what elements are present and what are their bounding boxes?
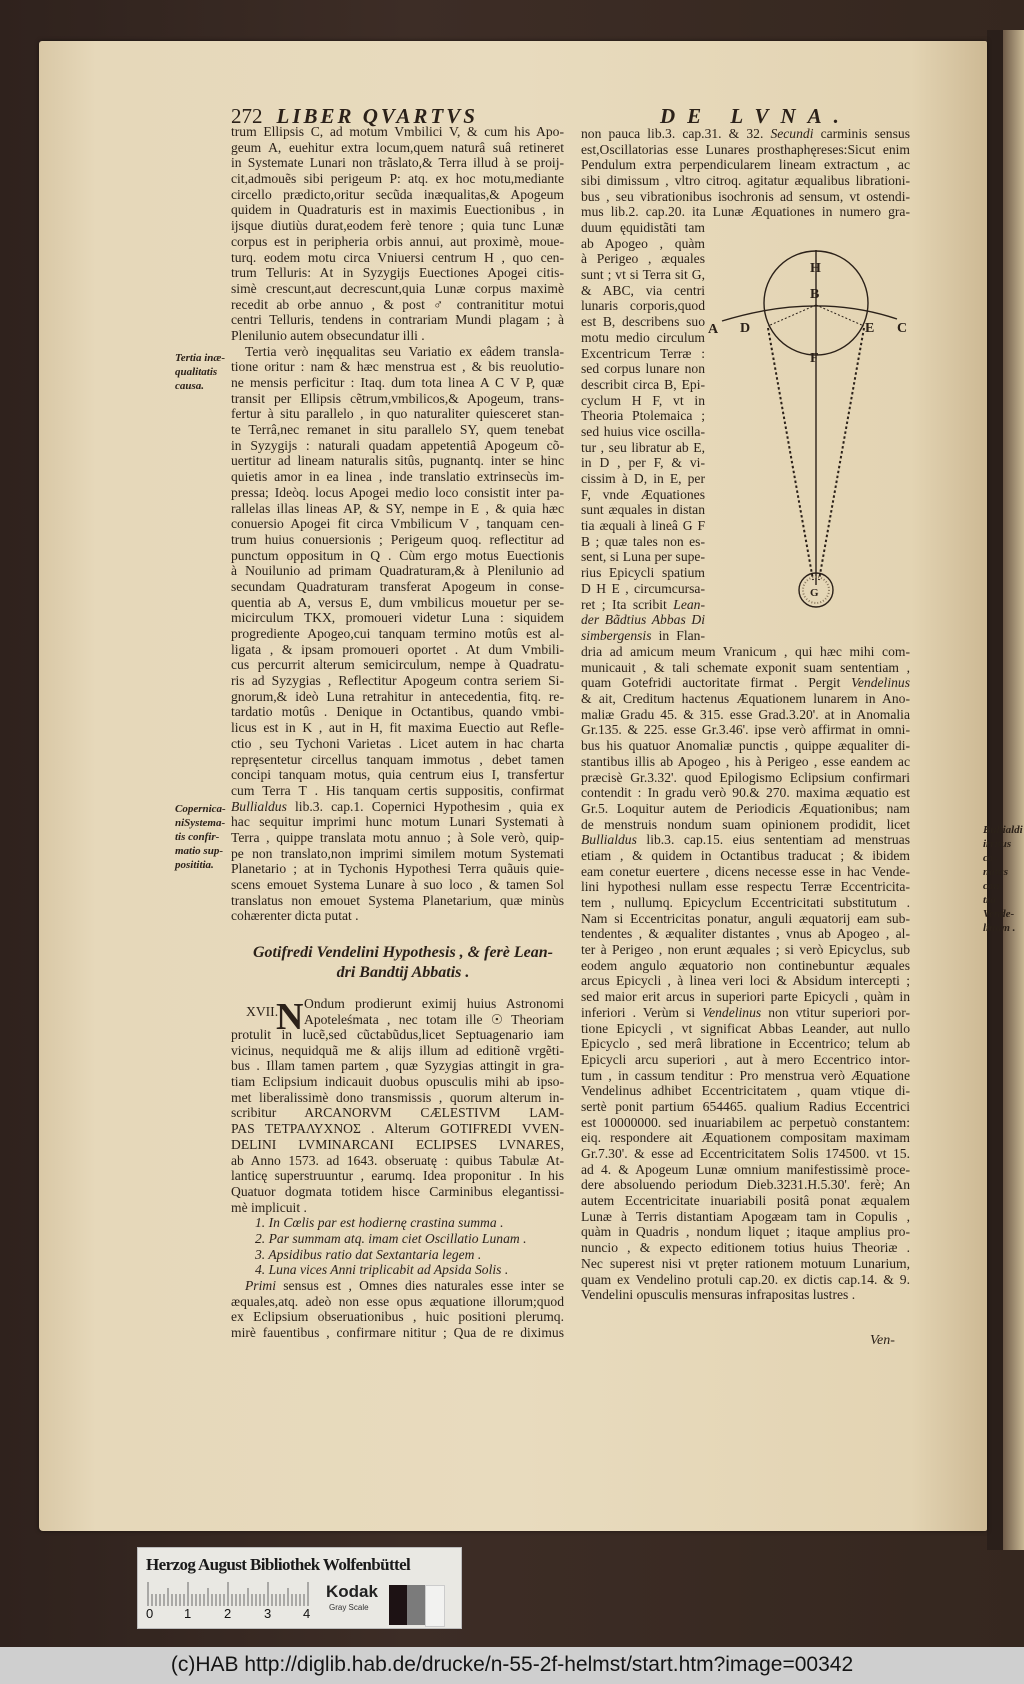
- text-line: punctum oppositum in Q . Cùm ergo motus Euectionis: [231, 547, 564, 563]
- footer-bar: [0, 1647, 1024, 1684]
- gray-patch-mid: [407, 1585, 425, 1625]
- text-line: nuncio , & expecto editionem totius huius Theoriæ .: [581, 1240, 910, 1256]
- text-segment: carminis sensus: [813, 126, 910, 141]
- text-line: Planetario ; at in Tychonis Hypothesi Terra quãuis quie-: [231, 861, 564, 877]
- text-line: arcus Epicycli , à linea veri loci & Absidum intercepti ;: [581, 973, 910, 989]
- text-line: uertitur ad lineam naturalis sitûs, pugnantq. inter se hinc: [231, 453, 564, 469]
- section-opening-lines: [304, 996, 564, 1027]
- text-line: scens emouet Systema Lunare à suo loco , & tamen Sol: [231, 877, 564, 892]
- ruler-number: 4: [303, 1606, 311, 1621]
- text-line: sunt æquales in distan: [581, 502, 705, 518]
- text-line: quàm in Quadris , nondum liquet ; itaque amplius pro-: [581, 1224, 910, 1240]
- text-line: simè crescunt,aut decrescunt,quia Lunæ corpus maximè: [231, 280, 564, 296]
- text-line: dere absoluendo periodum Dieb.3231.H.5.30'. ferè; An: [581, 1177, 910, 1193]
- text-line: de menstruis nondum suam opinionem prodidit, licet: [581, 816, 910, 832]
- text-line: à Nouilunio ad primam Quadraturam,& à Plenilunio ad: [231, 563, 564, 579]
- text-line: Quatuor dogmata totidem hisce Carminibus elegantissi-: [231, 1183, 564, 1199]
- text-line: quidem in Quadraturis est in maximis Euectionibus , in: [231, 202, 564, 218]
- text-line: [581, 612, 705, 628]
- copyright-url: (c)HAB http://diglib.hab.de/drucke/n-55-2f-helmst/start.htm?image=00342: [170, 1653, 854, 1676]
- text-line: Tertia verò inęqualitas seu Variatio ex eâdem transla-: [245, 343, 564, 359]
- right-column-top-text: [581, 126, 910, 220]
- text-line: tum , in cassum tenditur : Pro menstrua verò Æquatione: [581, 1067, 910, 1083]
- text-line: eodem angulo æquatorio non continebuntur æquales: [581, 957, 910, 973]
- margin-note-line: posititia.: [175, 859, 214, 871]
- text-line: ris ad Syzygias , Reflectitur Apogeum contra seriem Si-: [231, 673, 564, 689]
- text-line: bus his quatuor Anomaliæ punctis , quippe æqualiter di-: [581, 738, 910, 754]
- text-line: tem , nullumq. Epicyclum Eccentricitati substitutum .: [581, 895, 910, 910]
- text-line: Theoria Ptolemaica ;: [581, 408, 705, 424]
- text-line: ne mensis perficitur : Itaq. dum tota linea A C V P, quæ: [231, 375, 564, 390]
- book-title: LIBER QVARTVS: [276, 104, 478, 128]
- text-line: ijsque diutiùs durat,eodem ferè tenore ; quia tunc Lunæ: [231, 218, 564, 234]
- text-line: Gr.5. Loquitur autem de Periodicis Æquationibus; nam: [581, 800, 910, 816]
- text-segment: in Flan-: [651, 627, 705, 643]
- text-segment: quam Gotefridi auctoritate firmat . Pergit: [581, 675, 852, 691]
- text-segment: non pauca lib.3. cap.31. & 32.: [581, 126, 771, 141]
- margin-note-line: matio sup-: [175, 845, 223, 857]
- italic-text: Secundi: [770, 126, 814, 141]
- italic-text: Lean-: [673, 596, 705, 612]
- label-g: G: [810, 587, 819, 599]
- text-line: bus . Illam tamen partem , quæ Syzygias attingit in gra-: [231, 1058, 564, 1074]
- text-line: est,Oscillatorias esse Lunares prosthaphęreses:Sicut enim: [581, 141, 910, 157]
- text-line: Terra , quippe translata motu annuo ; à Sole verò, quip-: [231, 829, 564, 845]
- text-line: Apoteleśmata , nec totam ille ☉ Theoriam: [304, 1011, 564, 1027]
- text-line: ter à Perigeo , non erunt æquales ; si verò Epicyclus, sub: [581, 942, 910, 958]
- text-line: est 10000000. sed inuariabilem ac perpetuò constantem:: [581, 1114, 910, 1130]
- margin-note-line: Copernica-: [175, 803, 226, 815]
- text-line: rius Epicycli spatium: [581, 565, 705, 581]
- text-line: Nec superest nisi vt pręter rationem motuum Lunarium,: [581, 1255, 910, 1271]
- text-line: scribitur ARCANORVM CÆLESTIVM LAM-: [231, 1105, 564, 1121]
- margin-note-line: niSystema-: [175, 817, 226, 829]
- label-c: C: [897, 321, 908, 336]
- italic-text: Vendelinus: [702, 1004, 762, 1020]
- text-line: [231, 799, 564, 815]
- text-line: F, vnde Æquationes: [581, 486, 705, 502]
- text-segment: ret ; Ita scribit: [581, 596, 674, 612]
- text-line: quietis amor in ea linea , inde translatio extrinsecùs im-: [231, 469, 564, 485]
- text-line: pressa; Ideòq. locus Apogei medio loco consistit inter pa-: [231, 484, 564, 500]
- drop-cap: N: [276, 996, 304, 1038]
- text-line: pe non translato,non imprimi similem motum Systemati: [231, 845, 564, 861]
- text-line: præcisè Gr.3.32'. quod Epilogismo Eclipsium confirmari: [581, 769, 910, 785]
- verse-line: 4. Luna vices Anni triplicabit ad Apsida Solis .: [255, 1262, 509, 1278]
- text-line: ad 4. & Apogeum Lunæ omnium manifestissimè proce-: [581, 1161, 910, 1177]
- book-spine: [987, 30, 1003, 1550]
- text-line: trum Telluris: At in Syzygijs Euectiones Apogei citis-: [231, 265, 564, 281]
- italic-text: der Bãdtius Abbas Di: [581, 612, 705, 628]
- text-line: ab Anno 1573. ad 1643. obseruatę : quibus Tabulæ At-: [231, 1152, 564, 1168]
- text-line: [581, 675, 910, 691]
- gray-scale-label: Gray Scale: [329, 1603, 369, 1612]
- text-line: protulit in lucẽ,sed cũctabũdus,licet Septuagenario iam: [231, 1027, 564, 1042]
- text-line: describit circa B, Epi-: [581, 376, 705, 392]
- text-line: [581, 1005, 910, 1021]
- text-line: DELINI LVMINARCANI ECLIPSES LVNARES,: [231, 1136, 564, 1152]
- text-line: Nam si Eccentricitas ponatur, anguli æquatorij eam sub-: [581, 910, 910, 926]
- verse-line: 2. Par summam atq. imam ciet Oscillatio Lunam .: [255, 1230, 527, 1246]
- text-line: sibi dimissum , vltro citroq. agitatur æqualibus librationi-: [581, 173, 910, 189]
- margin-note-line: tra Vende-: [983, 894, 1015, 920]
- text-line: tia æquali à lineâ G F: [581, 518, 705, 534]
- text-line: cissim à D, in E, per: [581, 471, 705, 486]
- text-line: secundam Quadraturam transferat Apogeum in conse-: [231, 578, 564, 594]
- text-line: turq. eodem motu circa Vniuersi centrum H , quo cen-: [231, 249, 564, 265]
- left-column-text: [231, 124, 564, 924]
- line-bd: [768, 305, 816, 326]
- text-line: tur , seu libratur ab E,: [581, 439, 705, 455]
- text-segment: lib.3. cap.15. eius sententiam ad menstruas: [636, 832, 910, 848]
- library-color-card: [137, 1547, 462, 1629]
- label-e: E: [865, 321, 875, 336]
- label-b: B: [810, 287, 820, 302]
- text-line: maliæ Gradu 45. & 315. esse Grad.3.20'. at in Anomalia: [581, 706, 910, 722]
- line-dg: [768, 328, 813, 580]
- text-line: fertur à situ parallelo , in quo naturaliter quiesceret stan-: [231, 406, 564, 422]
- text-line: circello prædicto,oritur secũda inæqualitas,& Apogeum: [231, 186, 564, 202]
- text-line: concipi tanquam motus, quia centrum eius I, transfertur: [231, 767, 564, 783]
- text-line: mirè fauentibus , confirmare nititur ; Qua de re diximus: [231, 1325, 564, 1341]
- text-line: cit,admouẽs sibi perigeum P: atq. ex hoc motu,mediante: [231, 171, 564, 187]
- text-line: est B, describens suo: [581, 314, 705, 330]
- text-line: PAS ΤΕΤΡΑΛΥΧΝΟΣ . Alterum GOTIFREDI VVEN-: [231, 1121, 564, 1137]
- text-line: sed maior erit arcus in superiori parte Epicycli , quàm in: [581, 989, 910, 1005]
- text-line: tardatio motûs . Denique in Octantibus, quando vmbi-: [231, 704, 564, 720]
- italic-text: Vendelinus: [851, 675, 910, 691]
- text-line: à Perigeo , æquales: [581, 251, 705, 267]
- gray-patch-white: [425, 1585, 445, 1627]
- section-heading-line: dri Bandtij Abbatis .: [336, 964, 470, 981]
- text-line: Pendulum extra perpendicularem lineam extractum , ac: [581, 157, 910, 173]
- text-line: Gr.135. & 225. esse Gr.3.46'. ipse verò affirmat in omni-: [581, 722, 910, 738]
- page-number: 272: [231, 104, 263, 128]
- text-line: duum ęquidistãti tam: [581, 220, 705, 235]
- text-line: tendentes , & æqualiter distantes , vnus ab Apogeo , al-: [581, 926, 910, 942]
- text-line: quam ex Vendelino protuli cap.20. ex dictis cap.14. & 9.: [581, 1271, 910, 1287]
- text-line: in D , per F, & vi-: [581, 455, 705, 471]
- text-line: sunt ; vt si Terra sit G,: [581, 267, 705, 283]
- library-name: Herzog August Bibliothek Wolfenbüttel: [146, 1555, 411, 1574]
- text-line: ligata , & ipsam promoueri oportet . At dum Vmbili-: [231, 641, 564, 657]
- label-h: H: [810, 261, 821, 276]
- text-line: geum A, euehitur extra locum,quem naturâ suâ retineret: [231, 139, 564, 155]
- text-line: [581, 597, 705, 613]
- text-line: vicinus, nequidquã me & alijs illum ad editionẽ vrgẽti-: [231, 1042, 564, 1058]
- section-body-text: [231, 1027, 564, 1341]
- text-line: contendit : In gradu verò 90.& 270. maxima æquatio est: [581, 785, 910, 801]
- margin-note-line: qualitatis: [175, 366, 218, 378]
- verse-line: 1. In Cœlis par est hodiernę crastina summa .: [255, 1215, 504, 1231]
- right-column-main-text: [581, 644, 910, 1303]
- text-line: hac sequitur imprimi hunc motum Lunari Systemati à: [231, 814, 564, 830]
- text-line: tiam Eclipsium indicauit duobus opusculis mihi ab ipso-: [231, 1074, 564, 1090]
- text-line: recedit ab orbe annuo , & post ♂ contranititur motui: [231, 296, 564, 312]
- text-line: ex Eclipsium obseruationibus , huic positioni plerumq.: [231, 1309, 564, 1325]
- text-line: sed huius vice oscilla-: [581, 423, 705, 439]
- text-line: translatus non emouet Systema Planetarium, quæ minùs: [231, 892, 564, 908]
- text-line: quentia ab A, versus E, dum vmbilicus mouetur per se-: [231, 594, 564, 610]
- text-line: in Systemate Lunari non trãslato,& Terra illud à se proij-: [231, 155, 564, 171]
- italic-text: Bullialdus: [231, 798, 287, 814]
- text-line: [581, 628, 705, 644]
- label-f: F: [810, 351, 819, 366]
- text-line: & ait, Creditum hactenus Æquationem lunarem in Ano-: [581, 691, 910, 707]
- text-line: cohærenter dicta putat .: [231, 908, 359, 924]
- text-line: & ABC, via centri: [581, 282, 705, 298]
- text-line: micirculum TKX, promoueri videtur Luna : siquidem: [231, 610, 564, 626]
- text-line: Vendelini opusculis mensuras infrapositas lustres .: [581, 1287, 856, 1303]
- section-heading: [238, 943, 568, 983]
- label-a: A: [708, 322, 719, 337]
- text-line: [581, 832, 910, 848]
- text-line: sed corpus lunare non: [581, 361, 705, 377]
- verse-line: 3. Apsidibus ratio dat Sextantaria legem .: [255, 1246, 482, 1262]
- text-line: in Syzygijs : naturali quadam appetentiâ Apogeum cõ-: [231, 437, 564, 453]
- margin-note-line: irritus co-: [983, 838, 1012, 864]
- text-line: B ; quæ tales non es-: [581, 533, 705, 549]
- text-line: lanticę superstruuntur , earumq. Idea proponitur . In his: [231, 1168, 564, 1184]
- text-line: Lunæ à Terris distantiam Apogæam tam in Copulis ,: [581, 1208, 910, 1224]
- italic-text: simbergensis: [581, 627, 652, 643]
- text-line: trum Ellipsis C, ad motum Vmbilici V, & cum his Apo-: [231, 124, 564, 139]
- text-line: licus est in K , aut in H, fit maxima Euectio aut Refle-: [231, 720, 564, 736]
- ruler-scale: [146, 1580, 314, 1606]
- text-line: D H E , circumcursa-: [581, 580, 705, 596]
- text-line: transit per Ellipsis cẽtrum,vmbilicos,& Apogeum, trans-: [231, 390, 564, 406]
- text-line: mè implicuit .: [231, 1199, 307, 1215]
- line-eg: [819, 328, 864, 580]
- margin-note-line: linum .: [983, 922, 1016, 934]
- text-line: sent, si Luna per supe-: [581, 549, 705, 565]
- margin-note-line: tis confir-: [175, 831, 220, 843]
- text-line: sertè ponit partium 654465. qualium Radius Eccentrici: [581, 1098, 910, 1114]
- margin-note-line: causa.: [175, 380, 205, 392]
- text-line: eam conetur euertere , dicens necesse esse in hac Vende-: [581, 863, 910, 879]
- text-line: Excentricum Terræ :: [581, 345, 705, 361]
- text-line: [581, 126, 910, 142]
- text-line: lini hypothesi nullam esse respectu Terræ Eccentricita-: [581, 879, 910, 895]
- text-line: Epicycli arcu superiori , aut à mero Eccentrico intor-: [581, 1051, 910, 1067]
- section-number: XVII.: [246, 1004, 279, 1019]
- right-column-narrow-text: [581, 220, 705, 644]
- text-line: te Terrâ,nec remanet in situ parallelo SY, quem tenebat: [231, 422, 564, 438]
- text-line: gnorum,& ideò Luna retrahitur in antecedentia, fitq. re-: [231, 688, 564, 704]
- running-head-right: DE LVNA.: [660, 104, 851, 128]
- text-line: rallelas illas lineas AP, & SY, nempe in E , & quia hæc: [231, 500, 564, 516]
- ruler-number: 3: [264, 1606, 272, 1621]
- text-line: repręsentetur circellus tanquam immotus , debet tamen: [231, 751, 564, 767]
- text-line: Vendelinus adhibet Eccentricitatem , quam vtique di-: [581, 1083, 910, 1099]
- text-line: centri Telluris, tendens in contrariam Mundi plagam ; à: [231, 312, 564, 328]
- text-line: mus lib.2. cap.20. ita Lunæ Æquationes in numero gra-: [581, 204, 910, 220]
- text-line: cum Terra T . His tanquam certis suppositis, confirmat: [231, 782, 564, 798]
- lunar-libration-diagram: [700, 230, 920, 630]
- text-line: conuersio Apogei fit circa Vmbilicum V , tanquam cen-: [231, 516, 564, 532]
- text-line: etiam , & quidem in Octantibus traducat ; & ibidem: [581, 847, 910, 863]
- text-segment: non vtitur superiori por-: [761, 1004, 910, 1020]
- text-line: æquales,atq. adeò non esse opus æquatione illorum;quod: [231, 1293, 564, 1309]
- catchword: Ven-: [870, 1333, 895, 1348]
- facing-page-edge: [1003, 30, 1024, 1550]
- text-line: tione Epicycli , vt significat Abbas Leander, aut nullo: [581, 1020, 910, 1036]
- gray-patch-black: [389, 1585, 407, 1625]
- text-line: trum huius conuersionis ; Perigeum quoq. reflectitur ad: [231, 531, 564, 547]
- text-line: tione oritur : nam & hæc menstrua est , & bis reuolutio-: [231, 359, 564, 375]
- text-line: corpus est in peripheria orbis annui, aut proximè, moue-: [231, 233, 564, 249]
- text-line: eiq. respondere ait Æquationem compositam maximam: [581, 1130, 910, 1146]
- margin-note-bullialdi: [983, 823, 1024, 935]
- margin-note-line: natus con-: [983, 866, 1009, 892]
- margin-note-line: Bullialdi: [983, 824, 1023, 836]
- text-segment: sensus est , Omnes dies naturales esse inter se: [275, 1278, 564, 1293]
- ruler-number: 2: [224, 1606, 232, 1621]
- text-line: ab Apogeo , quàm: [581, 235, 705, 251]
- kodak-logo: Kodak: [326, 1582, 378, 1601]
- text-line: cus percurrit alterum semicirculum, nempe à Quadratu-: [231, 657, 564, 673]
- ruler-number: 0: [146, 1606, 154, 1621]
- text-line: autem Eccentricitate inuariabili positâ ponat æqualem: [581, 1193, 910, 1209]
- margin-note-tertia: [175, 351, 225, 393]
- label-d: D: [740, 321, 751, 336]
- text-line: municauit , & tali schemate exponit suam sententiam ,: [581, 659, 910, 675]
- text-line: progrediente Apogeo,cui tanquam termino motûs est al-: [231, 626, 564, 641]
- text-line: cyclum H F, vt in: [581, 392, 705, 408]
- text-line: Gr.7.30'. & esse ad Eccentricitatem Solis 174500. vt 15.: [581, 1146, 910, 1161]
- text-line: motu medio circulum: [581, 329, 705, 345]
- margin-note-line: Tertia inæ-: [175, 352, 226, 364]
- text-line: dria ad amicum meum Vranicum , qui hæc mihi com-: [581, 644, 910, 659]
- text-line: lunaris corporis,quod: [581, 298, 705, 314]
- ruler-number: 1: [184, 1606, 192, 1621]
- italic-text: Primi: [245, 1278, 276, 1293]
- text-line: stantibus illis ab Apogeo , his à Perigeo , esse eandem ac: [581, 753, 910, 769]
- text-line: Plenilunio autem obsecundatur illi .: [231, 327, 425, 343]
- text-line: Epicyclo , sed merâ libratione in Eccentrico; telum ab: [581, 1036, 910, 1052]
- text-segment: inferiori . Verùm si: [581, 1004, 703, 1020]
- text-line: ctio , seu Tychoni Varietas . Licet autem in hac charta: [231, 735, 564, 751]
- section-heading-line: Gotifredi Vendelini Hypothesis , & ferè Lean-: [253, 944, 553, 961]
- italic-text: Bullialdus: [581, 832, 637, 848]
- text-line: [231, 1278, 564, 1294]
- line-be: [816, 305, 864, 326]
- orbit-arc-abc: [722, 306, 897, 321]
- text-line: bus , seu vibrationibus isochronis ad sensum, vt ostendi-: [581, 188, 910, 204]
- text-line: met liberalissimè dono transmissis , quorum alterum in-: [231, 1089, 564, 1105]
- margin-note-copernicani: [175, 802, 226, 872]
- text-line: Ondum prodierunt eximij huius Astronomi: [304, 996, 564, 1011]
- text-segment: lib.3. cap.1. Copernici Hypothesim , quia ex: [286, 798, 564, 814]
